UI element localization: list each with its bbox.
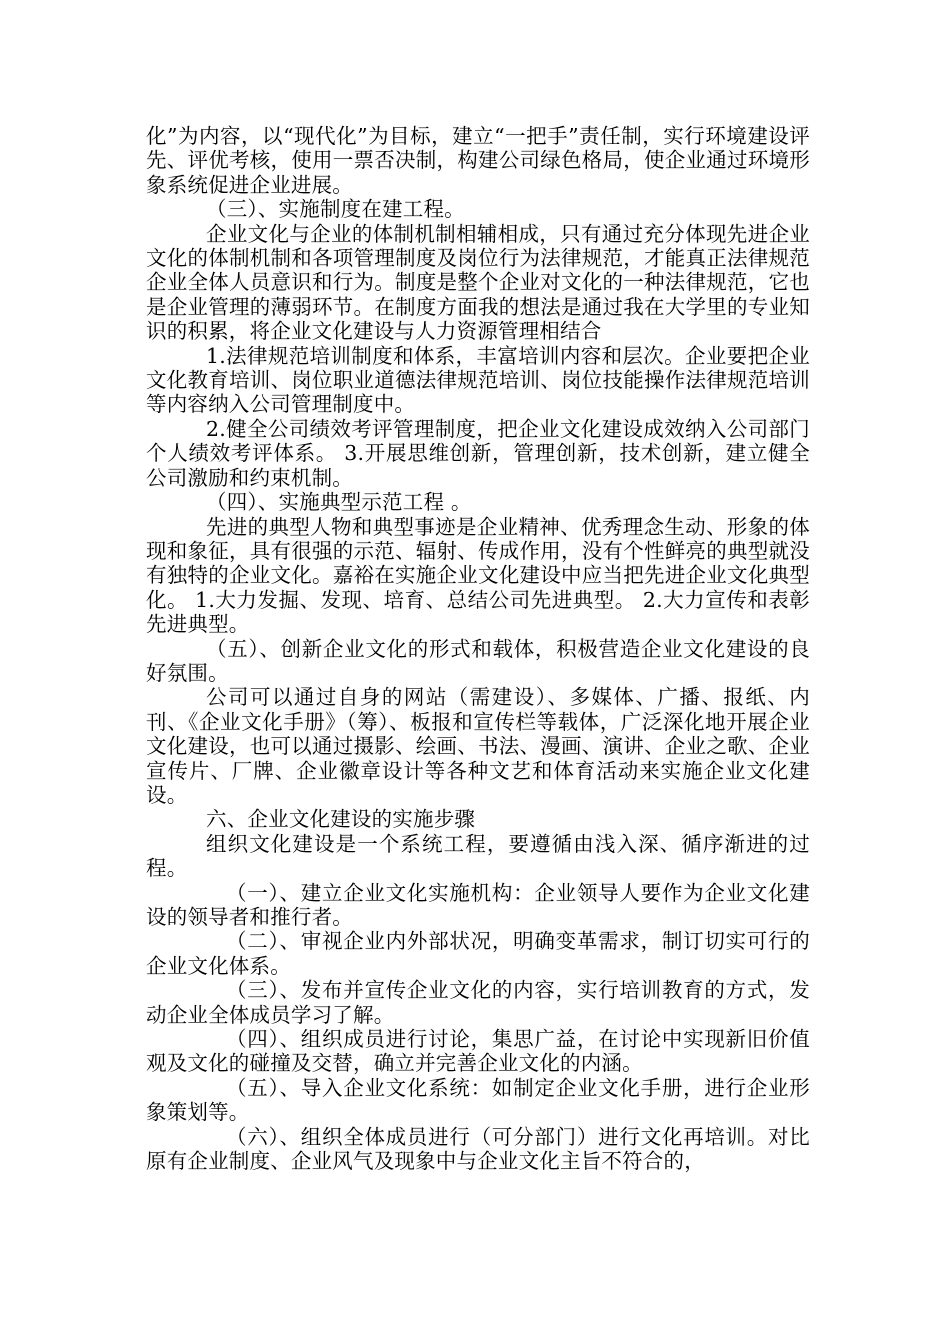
step-item-4: （四）、组织成员进行讨论，集思广益，在讨论中实现新旧价值观及文化的碰撞及交替，确立并完善企业文化的内涵。 (146, 1027, 810, 1076)
step-item-2: （二）、审视企业内外部状况，明确变革需求，制订切实可行的企业文化体系。 (146, 929, 810, 978)
document-body (146, 124, 810, 1173)
step-item-6: （六）、组织全体成员进行（可分部门）进行文化再培训。对比原有企业制度、企业风气及现象中与企业文化主旨不符合的， (146, 1124, 810, 1174)
paragraph-steps-intro: 组织文化建设是一个系统工程，要遵循由浅入深、循序渐进的过程。 (146, 831, 810, 881)
heading-implementation-steps: 六、企业文化建设的实施步骤 (206, 807, 476, 832)
step-item-3: （三）、发布并宣传企业文化的内容，实行培训教育的方式，发动企业全体成员学习了解。 (146, 978, 810, 1027)
step-item-5: （五）、导入企业文化系统：如制定企业文化手册，进行企业形象策划等。 (146, 1075, 810, 1125)
heading-institution-building: （三）、实施制度在建工程。 (206, 197, 465, 222)
paragraph-innovation-body: 公司可以通过自身的网站（需建设）、多媒体、广播、报纸、内刊、《企业文化手册》（筹）、板报和宣传栏等载体，广泛深化地开展企业文化建设，也可以通过摄影、绘画、书法、漫画、演讲、企业之歌、企业宣传片、厂牌、企业徽章设计等各种文艺和体育活动来实施企业文化建设。 (146, 685, 810, 807)
step-item-1: （一）、建立企业文化实施机构：企业领导人要作为企业文化建设的领导者和推行者。 (146, 880, 810, 929)
paragraph-environment-continuation: 化”为内容，以“现代化”为目标，建立“一把手”责任制，实行环境建设评先、评优考核，使用一票否决制，构建公司绿色格局，使企业通过环境形象系统促进企业进展。 (146, 124, 810, 197)
paragraph-model-body: 先进的典型人物和典型事迹是企业精神、优秀理念生动、形象的体现和象征，具有很强的示范、辐射、传成作用，没有个性鲜亮的典型就没有独特的企业文化。嘉裕在实施企业文化建设中应当把先进企业文化典型化。 1.大力发掘、发现、培育、总结公司先进典型。 2.大力宣传和表彰先进典型。 (146, 514, 810, 637)
paragraph-performance-system: 2.健全公司绩效考评管理制度，把企业文化建设成效纳入公司部门个人绩效考评体系。 3.开展思维创新，管理创新，技术创新，建立健全公司激励和约束机制。 (146, 416, 810, 490)
heading-innovation-forms: （五）、创新企业文化的形式和载体，积极营造企业文化建设的良好氛围。 (146, 636, 810, 685)
heading-model-demonstration: （四）、实施典型示范工程 。 (206, 490, 472, 515)
paragraph-training-system: 1.法律规范培训制度和体系，丰富培训内容和层次。企业要把企业文化教育培训、岗位职业道德法律规范培训、岗位技能操作法律规范培训等内容纳入公司管理制度中。 (146, 343, 810, 417)
paragraph-institution-body: 企业文化与企业的体制机制相辅相成，只有通过充分体现先进企业文化的体制机制和各项管理制度及岗位行为法律规范，才能真正法律规范企业全体人员意识和行为。制度是整个企业对文化的一种法律规范，它也是企业管理的薄弱环节。在制度方面我的想法是通过我在大学里的专业知识的积累，将企业文化建设与人力资源管理相结合 (146, 221, 810, 344)
